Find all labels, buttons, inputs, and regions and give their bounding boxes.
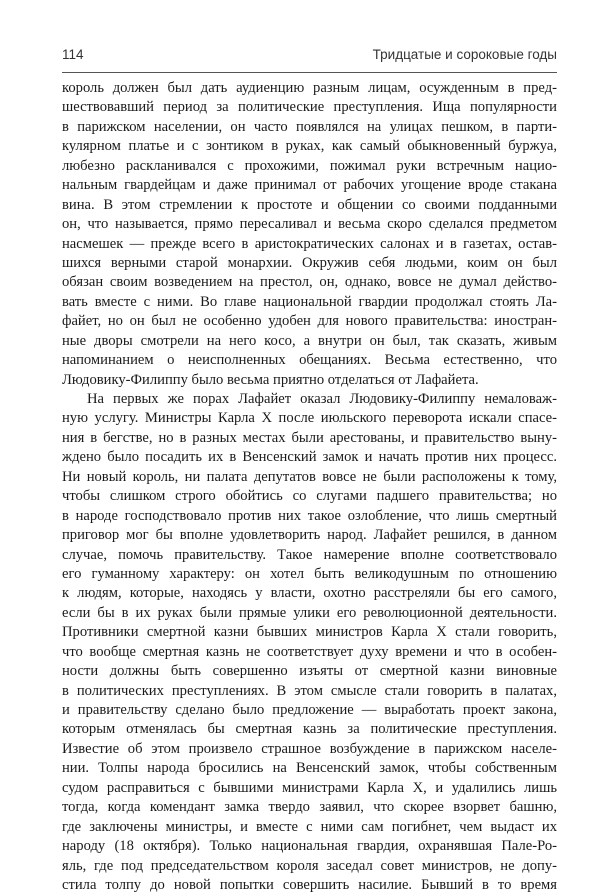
text-line: судом расправиться с бывшими министрами Карла X, и удалились лишь: [62, 779, 557, 796]
page-header: [62, 47, 557, 69]
text-line: народу (18 октября). Только национальная гвардия, охранявшая Пале-Ро-: [62, 838, 557, 855]
text-line: яль, где под председательством короля заседал совет министров, не допу-: [62, 857, 557, 874]
text-line: ную услугу. Министры Карла X после июльского переворота искали спасе-: [62, 410, 557, 427]
text-line: и правительству сделано было предложение — выработать проект закона,: [62, 702, 557, 718]
text-line: шихся верными старой монархии. Окружив себя людьми, коим он был: [62, 254, 557, 271]
text-line: нии. Толпы народа бросились на Венсенский замок, чтобы собственным: [62, 760, 557, 777]
text-line: чтобы слишком строго обойтись со слугами падшего правительства; но: [62, 488, 557, 505]
text-line: в политических преступлениях. В этом смысле стали говорить в палатах,: [62, 682, 557, 699]
text-line: он, что называется, прямо пересаливал и весьма скоро сделался предметом: [62, 216, 557, 233]
text-line: ности должны быть совершенно изъяты от смертной казни виновные: [62, 663, 557, 680]
text-line: в парижском населении, он часто появлялся на улицах пешком, в парти-: [62, 118, 557, 135]
text-line: стила толпу до новой попытки совершить насилие. Бывший в то время: [62, 876, 557, 893]
text-line: Ни новый король, ни палата депутатов вовсе не были расположены к тому,: [62, 468, 557, 485]
text-line: Людовику-Филиппу было весьма приятно отделаться от Лафайета.: [62, 371, 479, 388]
text-line: кулярном платье и с зонтиком в руках, как самый обыкновенный буржуа,: [62, 138, 557, 155]
text-line: к людям, которые, находясь у власти, охотно расстреляли бы его самого,: [62, 585, 557, 602]
text-line: король должен был дать аудиенцию разным лицам, осужденным в пред-: [62, 80, 557, 96]
text-line: ные дворы смотрели на него косо, а внутри он был, так сказать, живым: [62, 332, 557, 349]
body-text: [62, 79, 557, 895]
text-line: которым отменялась бы смертная казнь за политические преступления.: [62, 721, 557, 738]
text-line: насмешек — прежде всего в аристократических салонах и в газетах, остав-: [62, 235, 557, 252]
text-line: вина. В этом стремлении к простоте и общении со своими подданными: [62, 196, 557, 213]
text-line: его гуманному характеру: он хотел быть великодушным по отношению: [62, 565, 557, 582]
text-line: если бы в их руках были прямые улики его революционной деятельности.: [62, 604, 557, 621]
text-line: где заключены министры, и вместе с ними сам погибнет, чем выдаст их: [62, 818, 557, 835]
text-line: напоминанием о неисполненных обещаниях. Весьма естественно, что: [62, 352, 557, 369]
text-line: ждено было посадить их в Венсенский замок и начать против них процесс.: [62, 449, 557, 466]
text-line: тогда, когда комендант замка твердо заявил, что скорее взорвет башню,: [62, 799, 557, 816]
text-line: что вообще смертная казнь не соответствует духу времени и что в особен-: [62, 643, 557, 660]
text-line: файет, но он был не особенно удобен для нового правительства: иностран-: [62, 313, 557, 330]
text-line: нальным гвардейцам и даже принимал от рабочих угощение вроде стакана: [62, 177, 557, 194]
header-rule: [62, 72, 557, 73]
text-line: На первых же порах Лафайет оказал Людовику-Филиппу немаловаж-: [87, 391, 557, 407]
text-line: обязан своим возведением на престол, он, однако, вовсе не думал действо-: [62, 274, 557, 291]
text-line: в народе господствовало против них такое озлобление, что лишь смертный: [62, 507, 557, 524]
text-line: Противники смертной казни бывших министров Карла X стали говорить,: [62, 624, 557, 641]
text-line: вать вместе с ними. Во главе национальной гвардии продолжал стоять Ла-: [62, 293, 557, 310]
text-line: любезно раскланивался с прохожими, пожимал руки встречным нацио-: [62, 157, 557, 174]
text-line: приговор мог бы вполне удовлетворить народ. Лафайет решился, в данном: [62, 527, 557, 544]
text-line: случае, помочь правительству. Такое намерение вполне соответствовало: [62, 546, 557, 563]
page-number: 114: [62, 47, 84, 62]
text-line: ния в бегстве, но в разных местах были арестованы, и правительство выну-: [62, 429, 557, 446]
text-line: Известие об этом произвело страшное возбуждение в парижском населе-: [62, 740, 557, 757]
running-title: Тридцатые и сороковые годы: [372, 47, 557, 62]
text-line: шествовавший период за политические преступления. Ища популярности: [62, 99, 557, 116]
